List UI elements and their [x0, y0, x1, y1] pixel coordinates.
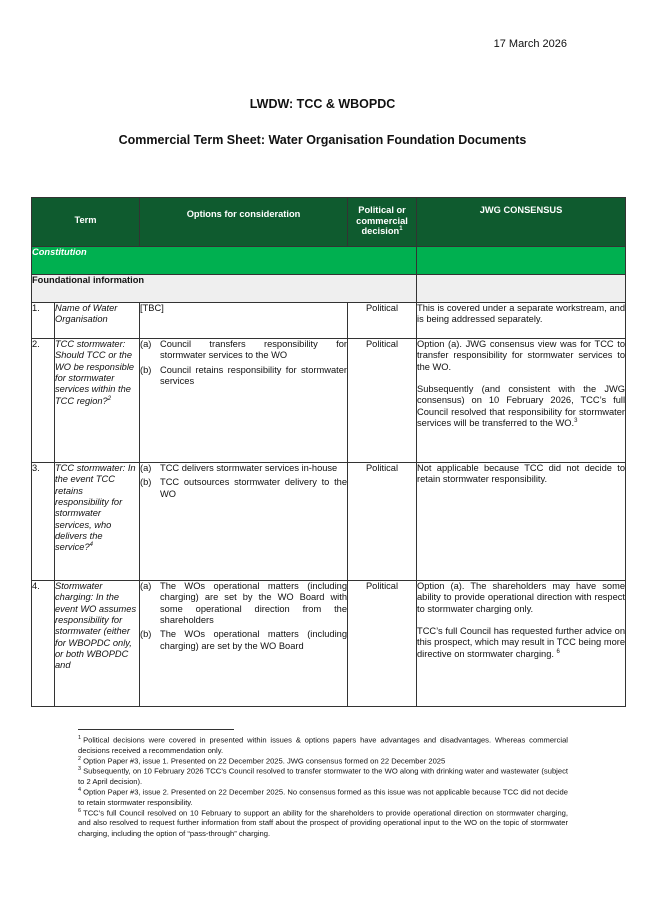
subsection-row	[32, 275, 626, 303]
header-term: Term	[32, 198, 140, 247]
header-decision: Political or commercial decision$^1$	[348, 198, 417, 247]
option-a: (a) TCC delivers stormwater services in-house	[140, 463, 338, 473]
row-options	[140, 339, 348, 463]
document-subtitle: Commercial Term Sheet: Water Organisation Foundation Documents	[118, 133, 527, 147]
row-number: 3.	[32, 463, 55, 581]
option-a: (a) Council transfers responsibility for stormwater services to the WO	[140, 339, 348, 361]
subsection-title: Foundational information	[32, 275, 417, 303]
row-options: [TBC]	[140, 303, 348, 339]
row-term: TCC stormwater: In the event TCC retains responsibility for stormwater services, who delivers the service?$^4$	[55, 463, 140, 581]
document-date: 17 March 2026	[493, 38, 567, 50]
header-options: Options for consideration	[140, 198, 348, 247]
row-term: Stormwater charging: In the event WO assumes responsibility for stormwater (either for WBOPDC only, or both WBOPDC and	[55, 581, 140, 707]
footnote: $^1$ Political decisions were covered in presented within issues & options papers have advantages and disadvantages. Whereas commercial decisions received a recommendation only.	[78, 735, 568, 755]
document-title: LWDW: TCC & WBOPDC	[249, 97, 396, 111]
table-row	[32, 463, 626, 581]
table-row	[32, 339, 626, 463]
footnote: $^6$ TCC’s full Council resolved on 10 February to support an ability for the shareholders to provide operational direction on stormwater charging, and also resolved to request further information from staff about the prospect of providing operational input to the WO on the topic of stormwater charging, including the option of “pass-through” charging.	[78, 807, 568, 838]
row-term: Name of Water Organisation	[55, 303, 140, 339]
header-jwg-consensus: JWG CONSENSUS	[417, 198, 626, 247]
row-jwg: Option (a). The shareholders may have some ability to provide operational direction with respect to stormwater charging only. TCC’s full Council has requested further advice on this prospect, which may result in TCC being more directive on stormwater charging. $^6$	[417, 581, 626, 707]
footnote: $^3$ Subsequently, on 10 February 2026 TCC’s Council resolved to transfer stormwater to the WO along with drinking water and wastewater (subject to 2 April decision).	[78, 766, 568, 786]
table-row	[32, 303, 626, 339]
row-jwg: Option (a). JWG consensus view was for TCC to transfer responsibility for stormwater services to the WO. Subsequently (and consistent with the JWG consensus) on 10 February 2026, TCC’s full Council resolved that responsibility for stormwater services will be transferred to the WO.$^3$	[417, 339, 626, 463]
row-decision: Political	[348, 303, 417, 339]
footnote-divider	[78, 729, 234, 730]
table-row	[32, 581, 626, 707]
row-term: TCC stormwater: Should TCC or the WO be responsible for stormwater services within the TCC region?$^2$	[55, 339, 140, 463]
option-b: (b) Council retains responsibility for stormwater services	[140, 364, 348, 386]
footnote: $^2$ Option Paper #3, issue 1. Presented on 22 December 2025. JWG consensus formed on 22 December 2025	[78, 755, 446, 766]
section-row	[32, 247, 626, 275]
row-jwg: This is covered under a separate workstream, and is being addressed separately.	[417, 303, 626, 339]
row-number: 1.	[32, 303, 55, 339]
row-jwg: Not applicable because TCC did not decide to retain stormwater responsibility.	[417, 463, 626, 581]
footnote: $^4$ Option Paper #3, issue 2. Presented on 22 December 2025. No consensus formed as this issue was not applicable because TCC did not decide to retain stormwater responsibility.	[78, 787, 568, 807]
table-header-row	[32, 198, 626, 247]
option-b: (b) The WOs operational matters (including charging) are set by the WO Board	[140, 629, 348, 651]
option-b: (b) TCC outsources stormwater delivery to the WO	[140, 477, 348, 499]
row-options	[140, 581, 348, 707]
row-number: 2.	[32, 339, 55, 463]
row-decision: Political	[348, 339, 417, 463]
section-title: Constitution	[32, 247, 417, 275]
row-decision: Political	[348, 463, 417, 581]
term-sheet-table	[31, 197, 626, 707]
footnotes	[78, 735, 568, 839]
row-decision: Political	[348, 581, 417, 707]
row-number: 4.	[32, 581, 55, 707]
option-a: (a) The WOs operational matters (including charging) are set by the WO Board with some operational direction from the shareholders	[140, 581, 348, 625]
row-options	[140, 463, 348, 581]
